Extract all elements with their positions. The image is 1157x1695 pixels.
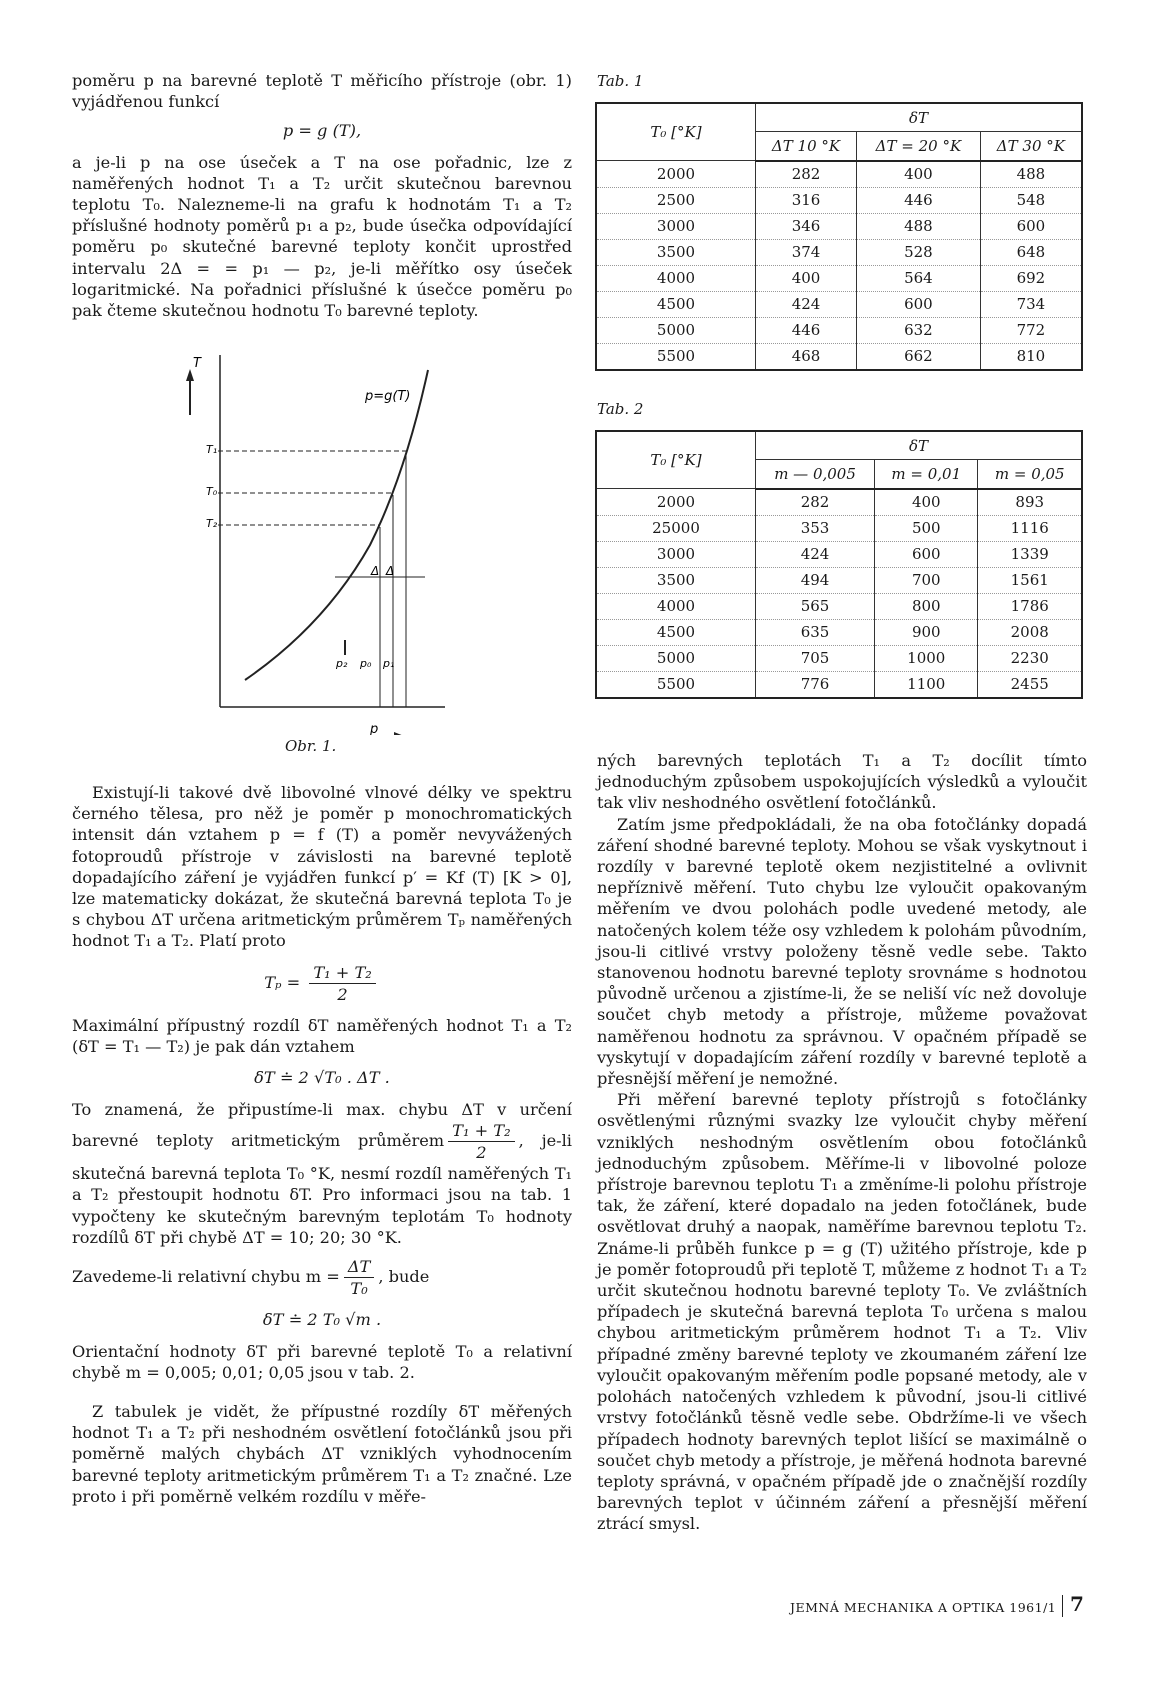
table-row — [596, 489, 1082, 516]
cell-value: 635 — [756, 619, 875, 645]
y-axis-label: T — [193, 356, 201, 371]
cell-value: 2230 — [978, 645, 1082, 671]
cell-value: 400 — [875, 489, 978, 516]
paragraph — [72, 1099, 572, 1248]
cell-t0: 5500 — [596, 671, 756, 698]
formula-p-g: p = g (T), — [282, 121, 362, 141]
col-dt: δT — [756, 431, 1083, 460]
right-column — [597, 750, 1087, 1535]
cell-value: 705 — [756, 645, 875, 671]
cell-value: 2455 — [978, 671, 1082, 698]
cell-value: 565 — [756, 593, 875, 619]
paragraph: Orientační hodnoty δT při barevné teplotě T₀ a relativní chybě m = 0,005; 0,01; 0,05 jsou v tab. 2. — [72, 1341, 572, 1382]
cell-value: 900 — [875, 619, 978, 645]
paragraph: a je-li p na ose úseček a T na ose pořadnic, lze z naměřených hodnot T₁ a T₂ určit skutečnou barevnou teplotu T₀. Nalezneme-li na grafu k hodnotám T₁ a T₂ příslušné hodnoty poměrů p₁ a p₂, bude úsečka odpovídající poměru p₀ skutečné barevné teploty končit uprostřed intervalu 2Δ = = p₁ — p₂, je-li měřítko osy úseček logaritmické. Na pořadnici příslušné k úsečce poměru p₀ pak čteme skutečnou hodnotu T₀ barevné teploty. — [72, 152, 572, 321]
fraction-num: T₁ + T₂ — [309, 962, 375, 984]
sub-header: m — 0,005 — [756, 460, 875, 489]
curve-label: p=g(T) — [365, 389, 411, 404]
cell-value: 500 — [875, 515, 978, 541]
cell-value: 282 — [756, 489, 875, 516]
text: , je-li skutečná barevná teplota T₀ °K, nesmí rozdíl naměřených T₁ a T₂ přestoupit hodnotu δT. Pro informaci jsou na tab. 1 vypočteny ke skutečným barevným teplotám T₀ hodnoty rozdílů δT při chybě ΔT = 10; 20; 30 °K. — [72, 1131, 572, 1247]
cell-value: 700 — [875, 567, 978, 593]
paragraph: Existují-li takové dvě libovolné vlnové délky ve spektru černého tělesa, pro něž je poměr p monochromatických intensit dán vztahem p = f (T) a poměr nevyvážených fotoproudů přístroje v závislosti na barevné teplotě dopadajícího záření je vyjádřen funkcí p′ = Kf (T) [K > 0], lze matematicky dokázat, že skutečná barevná teplota T₀ je s chybou ΔT určena aritmetickým průměrem Tₚ naměřených hodnot T₁ a T₂. Platí proto — [72, 783, 572, 951]
cell-value: 528 — [857, 239, 981, 265]
formula-tp-left: Tₚ = — [264, 972, 301, 992]
fraction — [448, 1120, 514, 1163]
table-row — [596, 515, 1082, 541]
table-row — [596, 619, 1082, 645]
col-t0: T₀ [°K] — [596, 431, 756, 489]
cell-t0: 3500 — [596, 239, 756, 265]
table-row — [596, 239, 1082, 265]
delta-label-2: Δ — [386, 564, 395, 578]
p0-label: p₀ — [360, 657, 372, 670]
x-axis-label: p — [370, 722, 379, 735]
cell-value: 353 — [756, 515, 875, 541]
table-row — [596, 265, 1082, 291]
paragraph: Maximální přípustný rozdíl δT naměřených hodnot T₁ a T₂ (δT = T₁ — T₂) je pak dán vztahem — [72, 1016, 572, 1057]
cell-value: 468 — [756, 343, 857, 370]
fraction — [344, 1256, 375, 1299]
cell-value: 494 — [756, 567, 875, 593]
cell-value: 316 — [756, 187, 857, 213]
cell-value: 600 — [980, 213, 1082, 239]
cell-value: 1339 — [978, 541, 1082, 567]
cell-value: 1000 — [875, 645, 978, 671]
fraction — [309, 962, 375, 1005]
cell-t0: 4500 — [596, 619, 756, 645]
cell-t0: 5500 — [596, 343, 756, 370]
paragraph: Při měření barevné teploty přístrojů s fotočlánky osvětlenými různými svazky lze vyloučit chyby měření vzniklých neshodným osvětlením obou fotočlánků jednoduchým způsobem. Měříme-li v libovolné poloze přístroje barevnou teplotu T₁ a změníme-li polohu přístroje tak, že záření, které dopadalo na jeden fotočlánek, bude osvětlovat druhý a naopak, naměříme barevnou teplotu T₂. Známe-li průběh funkce p = g (T) užitého přístroje, kde p je poměr fotoproudů při teplotě T, můžeme z hodnot T₁ a T₂ určit skutečnou hodnotu barevné teploty T₀. Ve zvláštních případech je skutečná barevná teplota T₀ určena s malou chybou aritmetickým průměrem hodnot T₁ a T₂. Vliv případné změny barevné teploty ve zkoumaném záření lze vyloučit opakovaným měřením podle popsané metody, ale v polohách natočených vzhledem k původní, jsou-li citlivé vrstvy fotočlánků těsně vedle sebe. Obdržíme-li ve všech případech hodnoty barevných teplot lišící se maximálně o součet chyb metody a přístroje, je měřená hodnota barevné teploty správná, v opačném případě jde o značnější rozdíly barevných teplot v účinném záření a přesnější měření ztrácí smysl. — [597, 1090, 1087, 1534]
cell-t0: 25000 — [596, 515, 756, 541]
fraction-den: 2 — [337, 984, 348, 1004]
cell-t0: 5000 — [596, 645, 756, 671]
figure-caption: Obr. 1. — [285, 737, 337, 755]
cell-value: 424 — [756, 291, 857, 317]
table-row — [596, 291, 1082, 317]
cell-value: 1786 — [978, 593, 1082, 619]
page-number: 7 — [1070, 1592, 1084, 1616]
sub-header: m = 0,01 — [875, 460, 978, 489]
cell-value: 346 — [756, 213, 857, 239]
table-row — [596, 593, 1082, 619]
cell-value: 424 — [756, 541, 875, 567]
cell-value: 400 — [756, 265, 857, 291]
sub-header: ΔT 30 °K — [980, 132, 1082, 161]
left-body — [72, 782, 572, 1507]
formula-tp — [72, 962, 572, 1005]
cell-value: 692 — [980, 265, 1082, 291]
cell-value: 488 — [980, 161, 1082, 188]
sub-header: m = 0,05 — [978, 460, 1082, 489]
fraction-den: 2 — [476, 1143, 487, 1163]
t2-label: T₂ — [206, 517, 218, 530]
cell-value: 776 — [756, 671, 875, 698]
table-row — [596, 213, 1082, 239]
sub-header: ΔT = 20 °K — [857, 132, 981, 161]
table-row — [596, 645, 1082, 671]
cell-value: 564 — [857, 265, 981, 291]
cell-t0: 3000 — [596, 541, 756, 567]
footer-divider — [1062, 1595, 1063, 1617]
p2-label: p₂ — [336, 657, 348, 670]
p1-label: p₁ — [383, 657, 395, 670]
cell-t0: 2500 — [596, 187, 756, 213]
text: , bude — [378, 1267, 430, 1287]
figure-obr-1 — [180, 355, 480, 735]
cell-value: 488 — [857, 213, 981, 239]
cell-t0: 3500 — [596, 567, 756, 593]
delta-label-1: Δ — [371, 564, 380, 578]
t0-label: T₀ — [206, 485, 218, 498]
table-2 — [595, 430, 1083, 699]
col-dt: δT — [756, 103, 1083, 132]
left-column — [72, 70, 572, 321]
cell-value: 1561 — [978, 567, 1082, 593]
text: To znamená, že připustíme-li max. chybu ΔT v určení barevné teploty aritmetickým průměrem — [72, 1099, 572, 1151]
table-row — [596, 541, 1082, 567]
fraction-num: T₁ + T₂ — [448, 1120, 514, 1142]
cell-value: 282 — [756, 161, 857, 188]
table-row — [596, 161, 1082, 188]
cell-value: 1100 — [875, 671, 978, 698]
journal-footer: JEMNÁ MECHANIKA A OPTIKA 1961/1 — [790, 1600, 1057, 1615]
table-1 — [595, 102, 1083, 371]
formula-dt-m: δT ≐ 2 T₀ √m . — [262, 1310, 382, 1330]
text: Zavedeme-li relativní chybu m = — [72, 1267, 340, 1287]
table-2-caption: Tab. 2 — [597, 400, 644, 418]
cell-value: 893 — [978, 489, 1082, 516]
cell-t0: 4000 — [596, 265, 756, 291]
table-row — [596, 343, 1082, 370]
cell-t0: 4000 — [596, 593, 756, 619]
cell-value: 1116 — [978, 515, 1082, 541]
cell-value: 374 — [756, 239, 857, 265]
cell-value: 810 — [980, 343, 1082, 370]
paragraph: Zatím jsme předpokládali, že na oba fotočlánky dopadá záření shodné barevné teploty. Mohou se však vyskytnout i rozdíly v barevné teplotě okem nezjistitelné a ovlivnit nepříznivě měření. Tuto chybu lze vyloučit opakovaným měřením ve dvou polohách podle uvedené metody, ale natočených kolem téže osy vzhledem k polohám původním, jsou-li citlivé vrstvy položeny těsně vedle sebe. Takto stanovenou hodnotu barevné teploty srovnáme s hodnotou původně určenou a zjistíme-li, že se neliší víc než dovoluje součet chyb metody a přístroje, můžeme považovat naměřenou hodnotu za správnou. V opačném případě se vyskytují v dopadajícím záření rozdíly v barevné teplotě a přesnější měření je nemožné. — [597, 814, 1087, 1089]
formula-dt: δT ≐ 2 √T₀ . ΔT . — [254, 1068, 390, 1088]
table-row — [596, 671, 1082, 698]
fraction-den: T₀ — [350, 1279, 368, 1299]
cell-value: 2008 — [978, 619, 1082, 645]
cell-value: 446 — [857, 187, 981, 213]
paragraph: Z tabulek je vidět, že přípustné rozdíly δT měřených hodnot T₁ a T₂ při neshodném osvětlení fotočlánků jsou při poměrně malých chybách ΔT vzniklých vyhodnocením barevné teploty aritmetickým průměrem T₁ a T₂ značné. Lze proto i při poměrně velkém rozdílu v měře- — [72, 1402, 572, 1506]
cell-t0: 4500 — [596, 291, 756, 317]
cell-t0: 2000 — [596, 161, 756, 188]
cell-t0: 2000 — [596, 489, 756, 516]
cell-value: 446 — [756, 317, 857, 343]
paragraph: ných barevných teplotách T₁ a T₂ docílit tímto jednoduchým způsobem uspokojujících výsledků a vyloučit tak vliv neshodného osvětlení fotočlánků. — [597, 751, 1087, 813]
cell-value: 600 — [875, 541, 978, 567]
cell-value: 734 — [980, 291, 1082, 317]
cell-value: 400 — [857, 161, 981, 188]
cell-value: 800 — [875, 593, 978, 619]
cell-t0: 3000 — [596, 213, 756, 239]
cell-t0: 5000 — [596, 317, 756, 343]
t1-label: T₁ — [206, 443, 218, 456]
cell-value: 632 — [857, 317, 981, 343]
paragraph — [72, 1256, 572, 1299]
cell-value: 600 — [857, 291, 981, 317]
paragraph: poměru p na barevné teplotě T měřicího přístroje (obr. 1) vyjádřenou funkcí — [72, 71, 572, 112]
table-row — [596, 187, 1082, 213]
cell-value: 772 — [980, 317, 1082, 343]
sub-header: ΔT 10 °K — [756, 132, 857, 161]
col-t0: T₀ [°K] — [596, 103, 756, 161]
p-arrow-head — [394, 732, 404, 735]
cell-value: 662 — [857, 343, 981, 370]
table-row — [596, 567, 1082, 593]
table-row — [596, 317, 1082, 343]
curve-pg — [245, 370, 428, 680]
table-1-caption: Tab. 1 — [597, 72, 644, 90]
cell-value: 648 — [980, 239, 1082, 265]
cell-value: 548 — [980, 187, 1082, 213]
fraction-num: ΔT — [344, 1256, 375, 1278]
